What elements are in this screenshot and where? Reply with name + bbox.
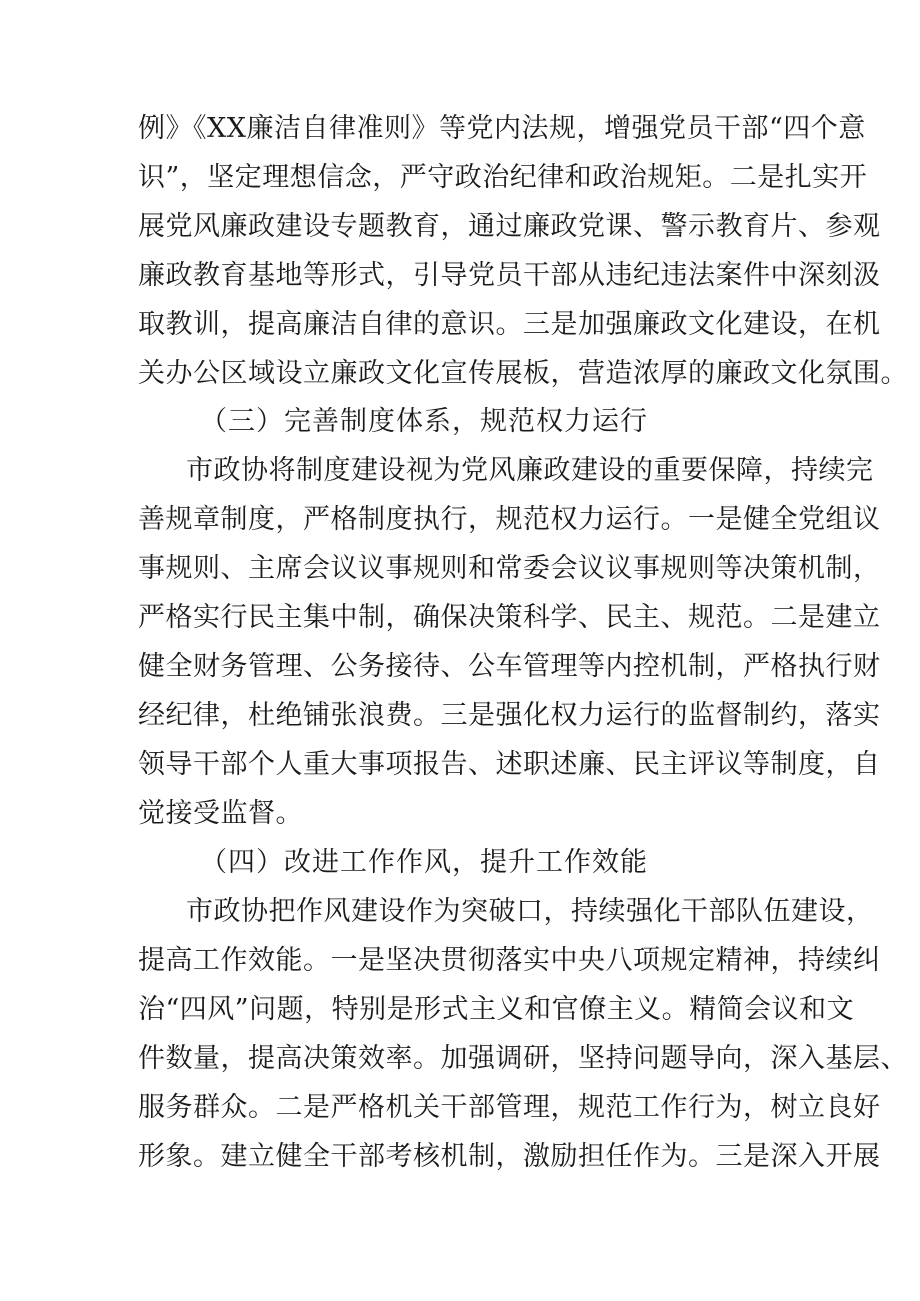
paragraph-line: 健全财务管理、公务接待、公车管理等内控机制，严格执行财 [138, 651, 881, 682]
section-heading: （三）完善制度体系，规范权力运行 [200, 406, 648, 437]
paragraph-line: 关办公区域设立廉政文化宣传展板，营造浓厚的廉政文化氛围。 [138, 358, 908, 389]
paragraph-line: 展党风廉政建设专题教育，通过廉政党课、警示教育片、参观 [138, 211, 881, 242]
paragraph-line: 治“四风”问题，特别是形式主义和官僚主义。精简会议和文 [138, 994, 855, 1025]
paragraph-line: 觉接受监督。 [138, 798, 303, 829]
paragraph-line: 廉政教育基地等形式，引导党员干部从违纪违法案件中深刻汲 [138, 260, 881, 291]
paragraph-line: 提高工作效能。一是坚决贯彻落实中央八项规定精神，持续纠 [138, 945, 881, 976]
paragraph-line: 严格实行民主集中制，确保决策科学、民主、规范。二是建立 [138, 602, 881, 633]
paragraph-line: 例》《XX廉洁自律准则》等党内法规，增强党员干部“四个意 [138, 113, 866, 144]
paragraph-line: 领导干部个人重大事项报告、述职述廉、民主评议等制度，自 [138, 749, 881, 780]
section-heading: （四）改进工作作风，提升工作效能 [200, 847, 648, 878]
paragraph-line: 服务群众。二是严格机关干部管理，规范工作行为，树立良好 [138, 1092, 881, 1123]
paragraph-line: 取教训，提高廉洁自律的意识。三是加强廉政文化建设，在机 [138, 309, 881, 340]
paragraph-line: 形象。建立健全干部考核机制，激励担任作为。三是深入开展 [138, 1141, 881, 1172]
paragraph-line: 经纪律，杜绝铺张浪费。三是强化权力运行的监督制约，落实 [138, 700, 881, 731]
paragraph-line: 市政协把作风建设作为突破口，持续强化干部队伍建设， [186, 896, 874, 927]
paragraph-line: 识”，坚定理想信念，严守政治纪律和政治规矩。二是扎实开 [138, 162, 868, 193]
paragraph-line: 事规则、主席会议议事规则和常委会议议事规则等决策机制， [138, 553, 881, 584]
paragraph-line: 件数量，提高决策效率。加强调研，坚持问题导向，深入基层、 [138, 1043, 908, 1074]
paragraph-line: 市政协将制度建设视为党风廉政建设的重要保障，持续完 [186, 455, 874, 486]
paragraph-line: 善规章制度，严格制度执行，规范权力运行。一是健全党组议 [138, 504, 881, 535]
